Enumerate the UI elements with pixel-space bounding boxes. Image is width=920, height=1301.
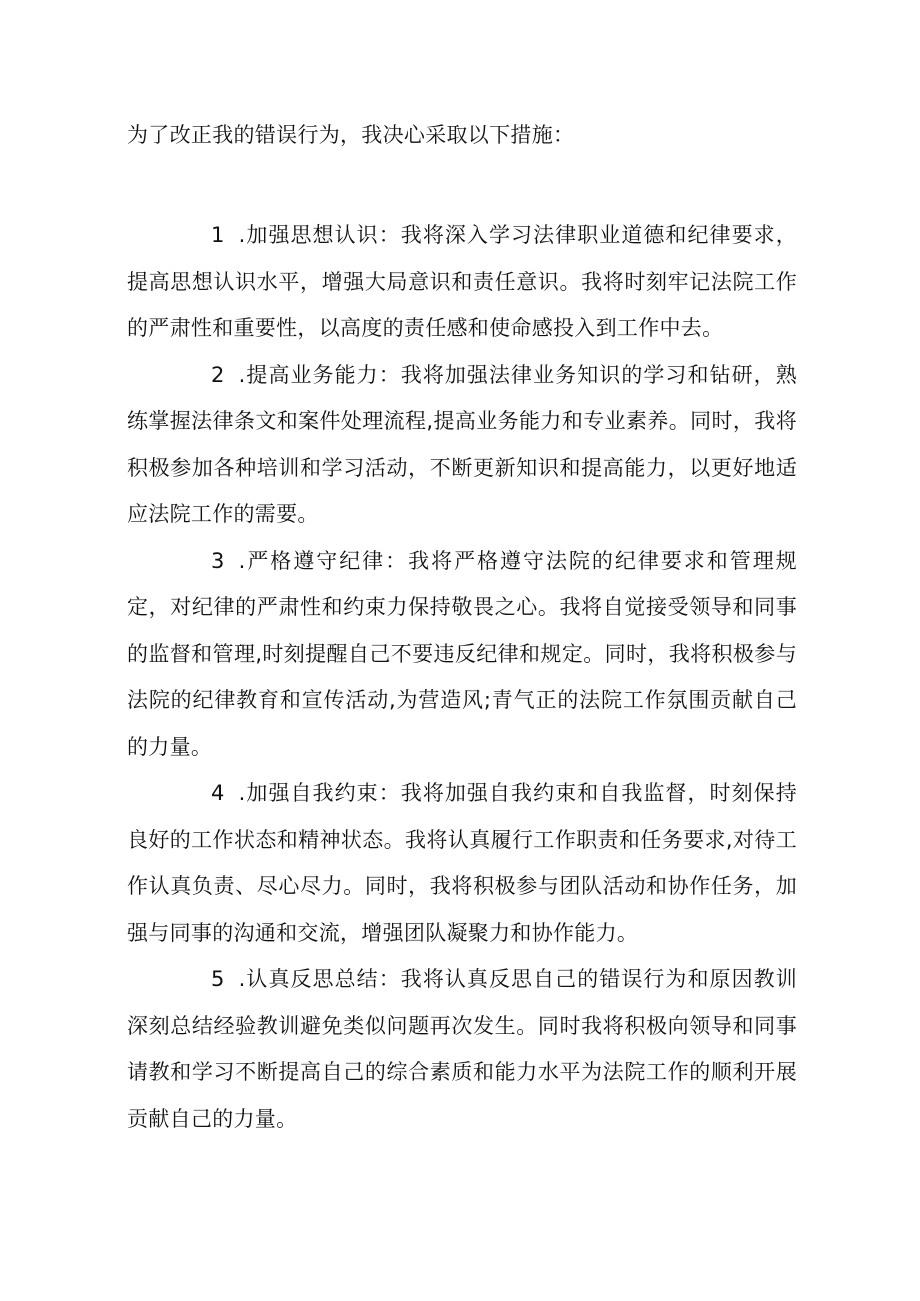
measure-item-5: [127, 956, 797, 1142]
measure-item-3: [127, 538, 797, 771]
intro-paragraph: 为了改正我的错误行为，我决心采取以下措施：: [127, 123, 575, 147]
measure-number: 5: [211, 967, 225, 991]
measure-number: 1: [211, 223, 225, 247]
measure-text: .加强思想认识：我将深入学习法律职业道德和纪律要求，提高思想认识水平，增强大局意识和责任意识。我将时刻牢记法院工作的严肃性和重要性，以高度的责任感和使命感投入到工作中去。: [127, 223, 797, 340]
measure-item-4: [127, 770, 797, 956]
measure-item-1: [127, 212, 797, 352]
measure-text: .提高业务能力：我将加强法律业务知识的学习和钻研，熟练掌握法律条文和案件处理流程,提高业务能力和专业素养。同时，我将积极参加各种培训和学习活动，不断更新知识和提高能力，以更好地适应法院工作的需要。: [127, 362, 797, 526]
measure-number: 2: [211, 362, 225, 387]
measure-text: .严格遵守纪律：我将严格遵守法院的纪律要求和管理规定，对纪律的严肃性和约束力保持敬畏之心。我将自觉接受领导和同事的监督和管理,时刻提醒自己不要违反纪律和规定。同时，我将积极参与法院的纪律教育和宣传活动,为营造风;青气正的法院工作氛围贡献自己的力量。: [127, 548, 797, 759]
measure-item-2: [127, 352, 797, 538]
measure-text: .加强自我约束：我将加强自我约束和自我监督，时刻保持良好的工作状态和精神状态。我将认真履行工作职责和任务要求,对待工作认真负责、尽心尽力。同时，我将积极参与团队活动和协作任务，加强与同事的沟通和交流，增强团队凝聚力和协作能力。: [127, 781, 797, 945]
measure-text: .认真反思总结：我将认真反思自己的错误行为和原因教训深刻总结经验教训避免类似问题再次发生。同时我将积极向领导和同事请教和学习不断提高自己的综合素质和能力水平为法院工作的顺利开展贡献自己的力量。: [127, 967, 797, 1131]
measures-list: [127, 212, 797, 1142]
measure-number: 3: [211, 548, 225, 573]
measure-number: 4: [211, 781, 225, 805]
